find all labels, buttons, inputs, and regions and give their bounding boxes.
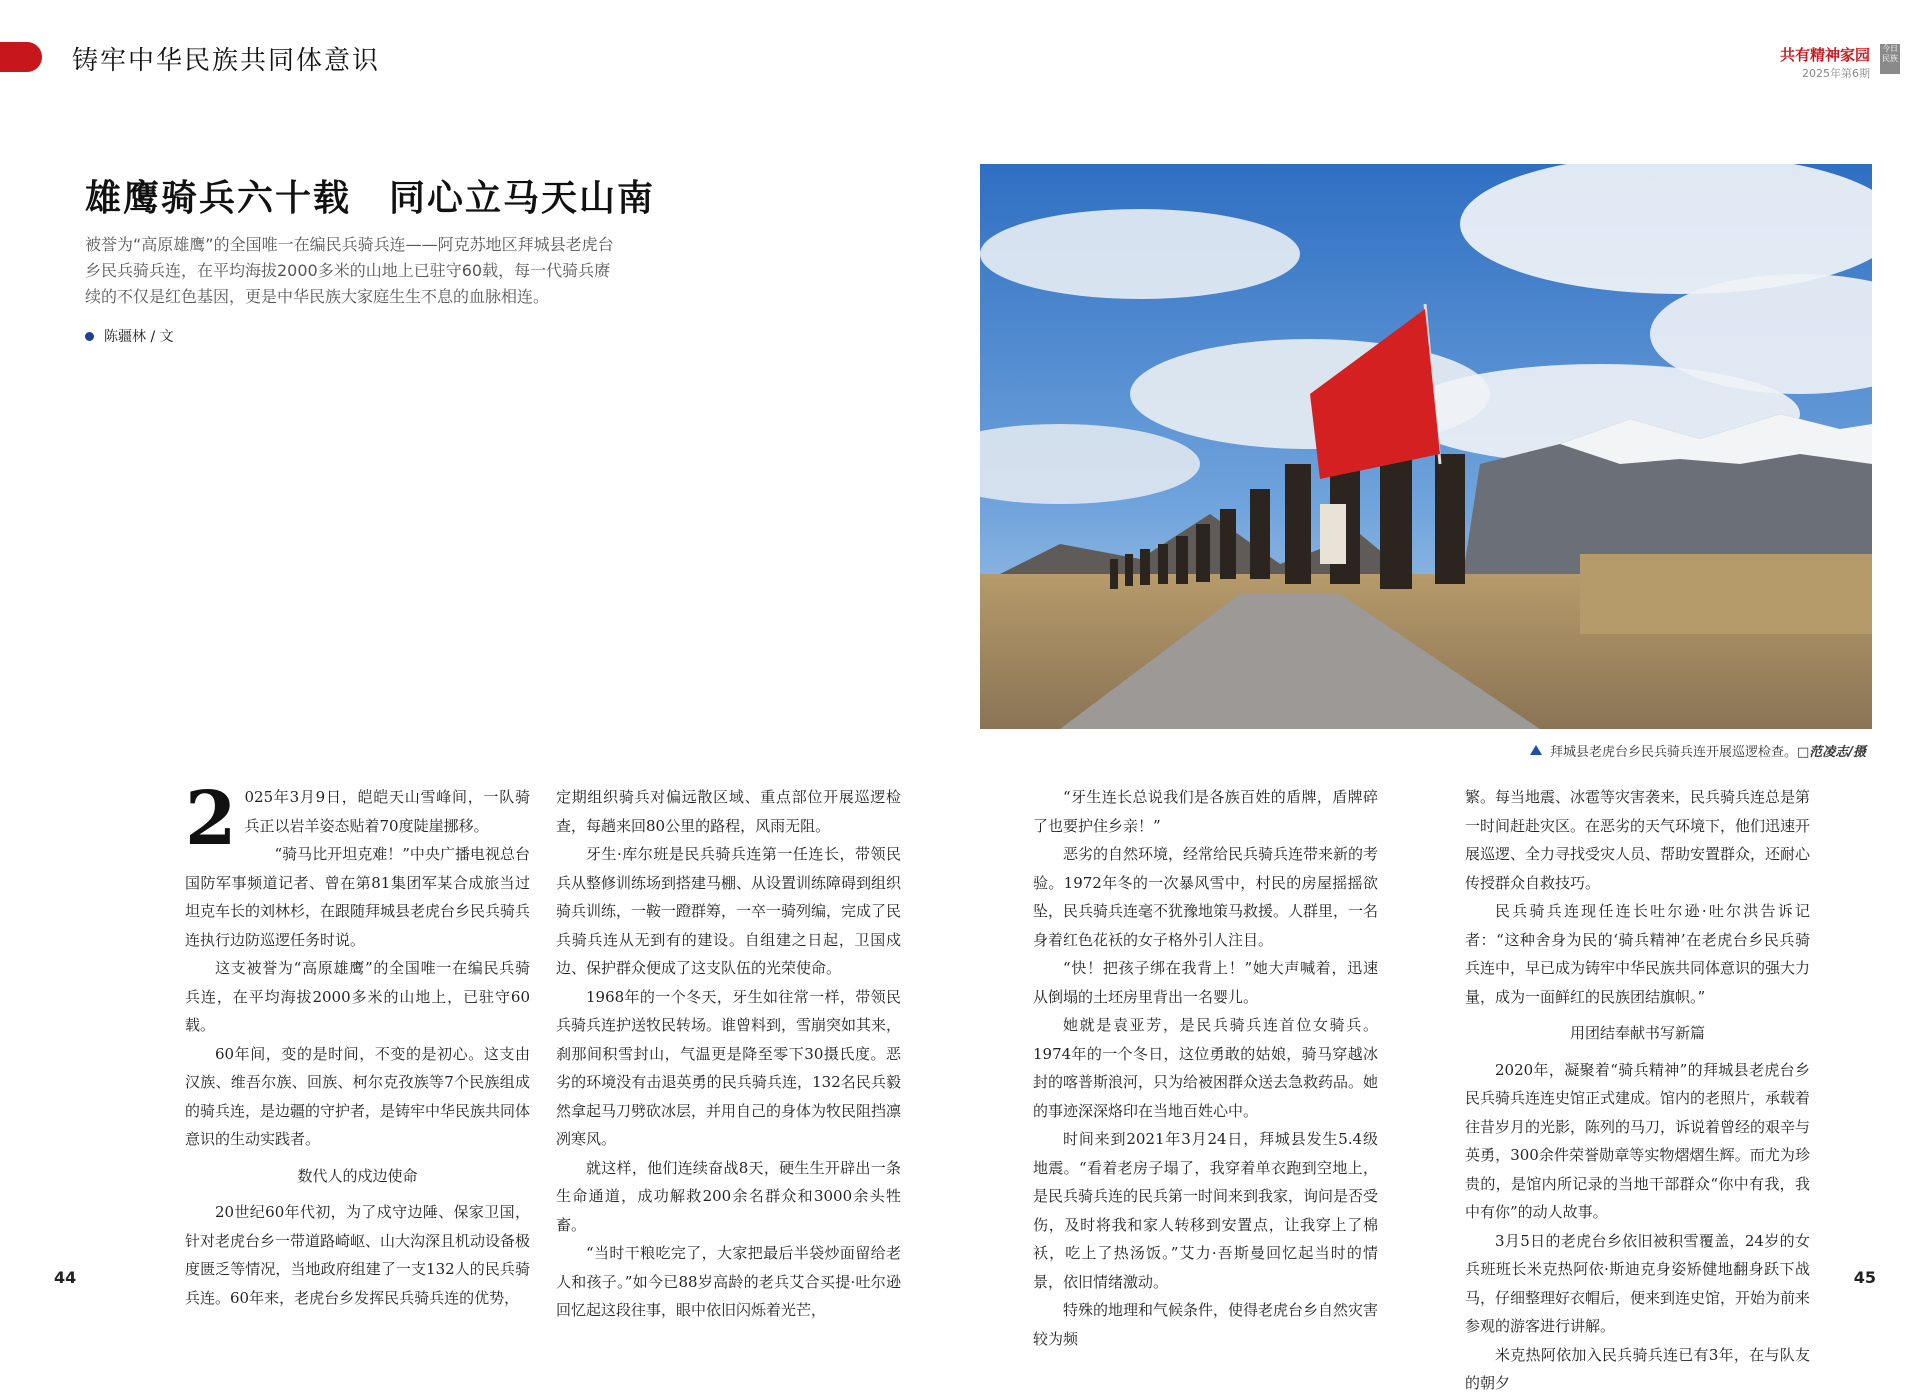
body-column-4 — [1465, 783, 1810, 1398]
photo-credit: □范凌志/摄 — [1797, 745, 1867, 760]
paragraph: 025年3月9日，皑皑天山雪峰间，一队骑兵正以岩羊姿态贴着70度陡崖挪移。 — [244, 788, 530, 835]
paragraph: 她就是袁亚芳，是民兵骑兵连首位女骑兵。1974年的一个冬日，这位勇敢的姑娘，骑马穿越冰封的喀普斯浪河，只为给被困群众送去急救药品。她的事迹深深烙印在当地百姓心中。 — [1033, 1016, 1379, 1120]
brand-name: 共有精神家园 — [1779, 46, 1870, 64]
paragraph: 米克热阿依加入民兵骑兵连已有3年，在与队友的朝夕 — [1465, 1345, 1810, 1392]
body-column-1 — [185, 776, 531, 1312]
body-column-3 — [1033, 783, 1378, 1353]
paragraph: 3月5日的老虎台乡依旧被积雪覆盖，24岁的女兵班班长米克热阿依·斯迪克身姿矫健地翻身跃下战马，仔细整理好衣帽后，便来到连史馆，开始为前来参观的游客进行讲解。 — [1465, 1231, 1811, 1335]
drop-cap: 2 — [185, 776, 237, 862]
article-byline — [85, 326, 174, 346]
paragraph: 2020年，凝聚着“骑兵精神”的拜城县老虎台乡民兵骑兵连连史馆正式建成。馆内的老照片，承载着往昔岁月的光影，陈列的马刀，诉说着曾经的艰辛与英勇，300余件荣誉勋章等实物熠熠生辉。而尤为珍贵的，是馆内所记录的当地干部群众“你中有我，我中有你”的动人故事。 — [1465, 1060, 1811, 1221]
subheading: 数代人的戍边使命 — [297, 1166, 418, 1185]
paragraph: 时间来到2021年3月24日，拜城县发生5.4级地震。“看着老房子塌了，我穿着单衣跑到空地上，是民兵骑兵连的民兵第一时间来到我家，询问是否受伤，及时将我和家人转移到安置点，让我穿上了棉袄，吃上了热汤饭。”艾力·吾斯曼回忆起当时的情景，依旧情绪激动。 — [1033, 1130, 1379, 1291]
paragraph: 20世纪60年代初，为了戍守边陲、保家卫国，针对老虎台乡一带道路崎岖、山大沟深且机动设备极度匮乏等情况，当地政府组建了一支132人的民兵骑兵连。60年来，老虎台乡发挥民兵骑兵连的优势， — [185, 1203, 531, 1307]
magazine-badge: 今日民族 — [1880, 44, 1900, 74]
paragraph: 牙生·库尔班是民兵骑兵连第一任连长，带领民兵从整修训练场到搭建马棚、从设置训练障碍到组织骑兵训练，一鞍一蹬群筹，一卒一骑列编，完成了民兵骑兵连从无到有的建设。自组建之日起，卫国戍边、保护群众便成了这支队伍的光荣使命。 — [556, 845, 902, 977]
body-column-2 — [556, 783, 901, 1325]
mountain-cavalry-photo-icon — [980, 164, 1872, 729]
section-title: 铸牢中华民族共同体意识 — [72, 46, 381, 76]
page-number-right: 45 — [1853, 1268, 1876, 1287]
section-tab-marker — [0, 42, 42, 72]
paragraph: “快！把孩子绑在我背上！”她大声喊着，迅速从倒塌的土坯房里背出一名婴儿。 — [1033, 959, 1378, 1006]
photo-caption — [1530, 741, 1866, 760]
paragraph: 民兵骑兵连现任连长吐尔逊·吐尔洪告诉记者：“这种舍身为民的‘骑兵精神’在老虎台乡民兵骑兵连中，早已成为铸牢中华民族共同体意识的强大力量，成为一面鲜红的民族团结旗帜。” — [1465, 902, 1811, 1006]
issue-label: 2025年第6期 — [1802, 67, 1870, 80]
cavalry-photo — [980, 164, 1872, 729]
paragraph: 1968年的一个冬天，牙生如往常一样，带领民兵骑兵连护送牧民转场。谁曾料到，雪崩突如其来，刹那间积雪封山，气温更是降至零下30摄氏度。恶劣的环境没有击退英勇的民兵骑兵连，132名民兵毅然拿起马刀劈砍冰层，并用自己的身体为牧民阻挡凛冽寒风。 — [556, 987, 902, 1148]
article-headline: 雄鹰骑兵六十载 同心立马天山南 — [85, 178, 656, 219]
byline-text: 陈疆林 / 文 — [104, 329, 174, 345]
paragraph: 繁。每当地震、冰雹等灾害袭来，民兵骑兵连总是第一时间赶赴灾区。在恶劣的天气环境下，他们迅速开展巡逻、全力寻找受灾人员、帮助安置群众，还耐心传授群众自救技巧。 — [1465, 788, 1811, 892]
paragraph: “牙生连长总说我们是各族百姓的盾牌，盾牌碎了也要护住乡亲！” — [1033, 788, 1378, 835]
paragraph: 就这样，他们连续奋战8天，硬生生开辟出一条生命通道，成功解救200余名群众和3000余头牲畜。 — [556, 1158, 901, 1234]
paragraph: 恶劣的自然环境，经常给民兵骑兵连带来新的考验。1972年冬的一次暴风雪中，村民的房屋摇摇欲坠，民兵骑兵连毫不犹豫地策马救援。人群里，一名身着红色花袄的女子格外引人注目。 — [1033, 845, 1379, 949]
paragraph: “当时干粮吃完了，大家把最后半袋炒面留给老人和孩子。”如今已88岁高龄的老兵艾合买提·吐尔逊回忆起这段往事，眼中依旧闪烁着光芒， — [556, 1244, 901, 1319]
caption-text: 拜城县老虎台乡民兵骑兵连开展巡逻检查。 — [1550, 745, 1798, 760]
page-number-left: 44 — [54, 1268, 77, 1287]
brand-block — [1780, 44, 1870, 81]
paragraph: 定期组织骑兵对偏远散区域、重点部位开展巡逻检查，每趟来回80公里的路程，风雨无阻。 — [556, 788, 901, 835]
byline-bullet-icon — [85, 332, 94, 341]
paragraph: 60年间，变的是时间，不变的是初心。这支由汉族、维吾尔族、回族、柯尔克孜族等7个民族组成的骑兵连，是边疆的守护者，是铸牢中华民族共同体意识的生动实践者。 — [185, 1044, 531, 1148]
paragraph: 这支被誉为“高原雄鹰”的全国唯一在编民兵骑兵连，在平均海拔2000多米的山地上，已驻守60载。 — [185, 959, 530, 1034]
subheading: 用团结奉献书写新篇 — [1569, 1024, 1705, 1042]
paragraph: “骑马比开坦克难！”中央广播电视总台国防军事频道记者、曾在第81集团军某合成旅当过坦克车长的刘林杉，在跟随拜城县老虎台乡民兵骑兵连执行边防巡逻任务时说。 — [185, 845, 531, 949]
paragraph: 特殊的地理和气候条件，使得老虎台乡自然灾害较为频 — [1033, 1301, 1379, 1348]
caption-triangle-icon — [1530, 745, 1542, 755]
article-lede: 被誉为“高原雄鹰”的全国唯一在编民兵骑兵连——阿克苏地区拜城县老虎台乡民兵骑兵连，在平均海拔2000多米的山地上已驻守60载，每一代骑兵赓续的不仅是红色基因，更是中华民族大家庭生生不息的血脉相连。 — [85, 235, 614, 306]
